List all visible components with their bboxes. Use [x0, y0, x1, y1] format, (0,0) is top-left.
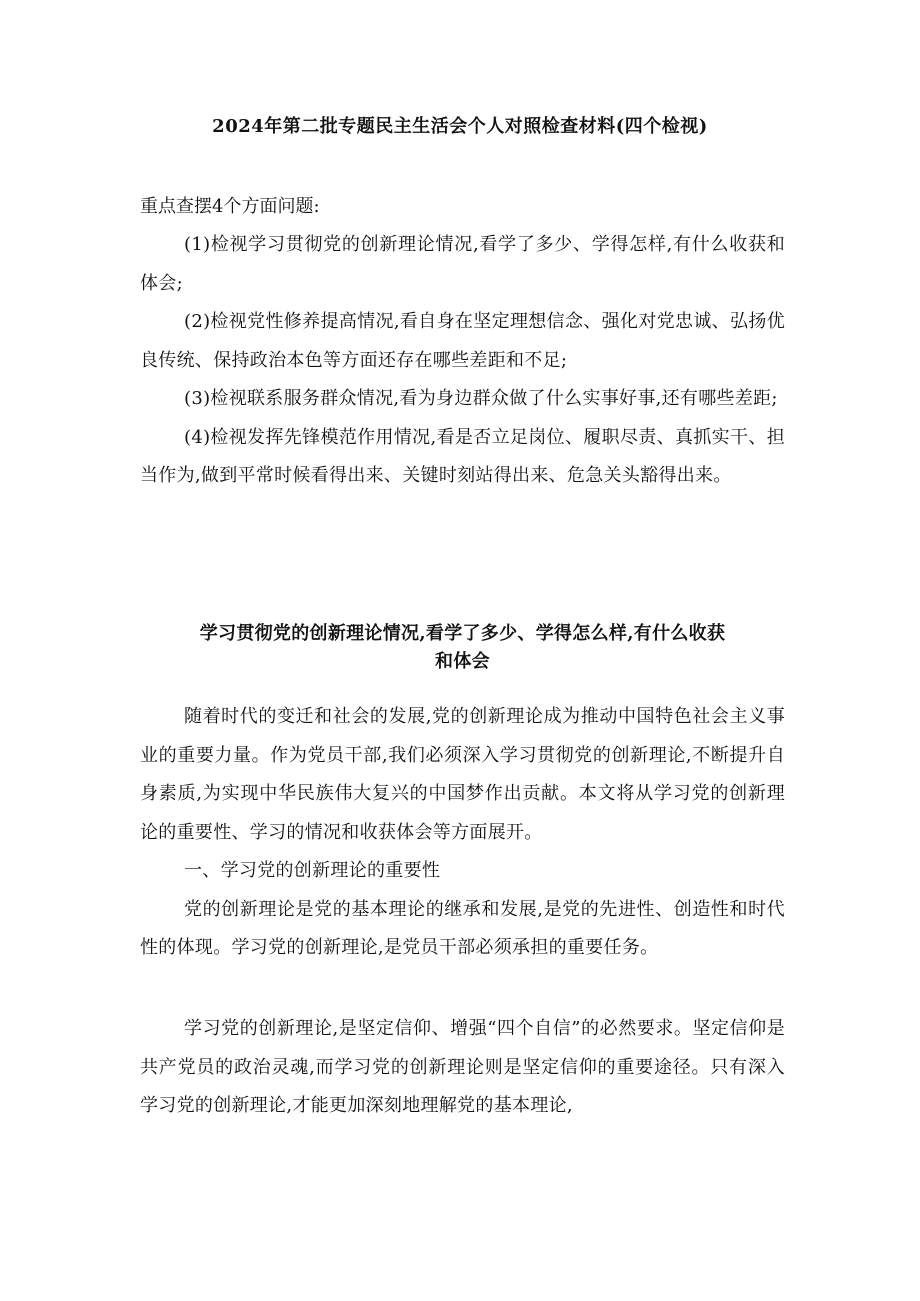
intro-lead: 重点查摆4个方面问题: — [140, 196, 320, 217]
body-paragraph-intro: 随着时代的变迁和社会的发展,党的创新理论成为推动中国特色社会主义事业的重要力量。作为党员干部,我们必须深入学习贯彻党的创新理论,不断提升自身素质,为实现中华民族伟大复兴的中国梦作出贡献。本文将从学习党的创新理论的重要性、学习的情况和收获体会等方面展开。 — [140, 706, 785, 843]
subheading-importance: 一、学习党的创新理论的重要性 — [184, 860, 441, 881]
document-title: 2024年第二批专题民主生活会个人对照检查材料(四个检视) — [212, 116, 708, 137]
section-heading — [140, 620, 785, 676]
section-heading-line2: 和体会 — [435, 651, 490, 672]
check-item-4: (4)检视发挥先锋模范作用情况,看是否立足岗位、履职尽责、真抓实干、担当作为,做到平常时候看得出来、关键时刻站得出来、危急关头豁得出来。 — [140, 426, 785, 486]
check-item-3: (3)检视联系服务群众情况,看为身边群众做了什么实事好事,还有哪些差距; — [184, 388, 778, 409]
body-text-part1 — [140, 698, 785, 968]
body-paragraph-theory: 党的创新理论是党的基本理论的继承和发展,是党的先进性、创造性和时代性的体现。学习党的创新理论,是党员干部必须承担的重要任务。 — [140, 898, 785, 958]
check-items-list — [140, 226, 785, 496]
check-item-1: (1)检视学习贯彻党的创新理论情况,看学了多少、学得怎样,有什么收获和体会; — [140, 234, 785, 294]
body-text-part2 — [140, 1010, 785, 1126]
body-paragraph-faith: 学习党的创新理论,是坚定信仰、增强“四个自信”的必然要求。坚定信仰是共产党员的政治灵魂,而学习党的创新理论则是坚定信仰的重要途径。只有深入学习党的创新理论,才能更加深刻地理解党的基本理论, — [140, 1018, 785, 1116]
section-heading-line1: 学习贯彻党的创新理论情况,看学了多少、学得怎么样,有什么收获 — [199, 623, 726, 644]
check-item-2: (2)检视党性修养提高情况,看自身在坚定理想信念、强化对党忠诚、弘扬优良传统、保持政治本色等方面还存在哪些差距和不足; — [140, 311, 785, 371]
